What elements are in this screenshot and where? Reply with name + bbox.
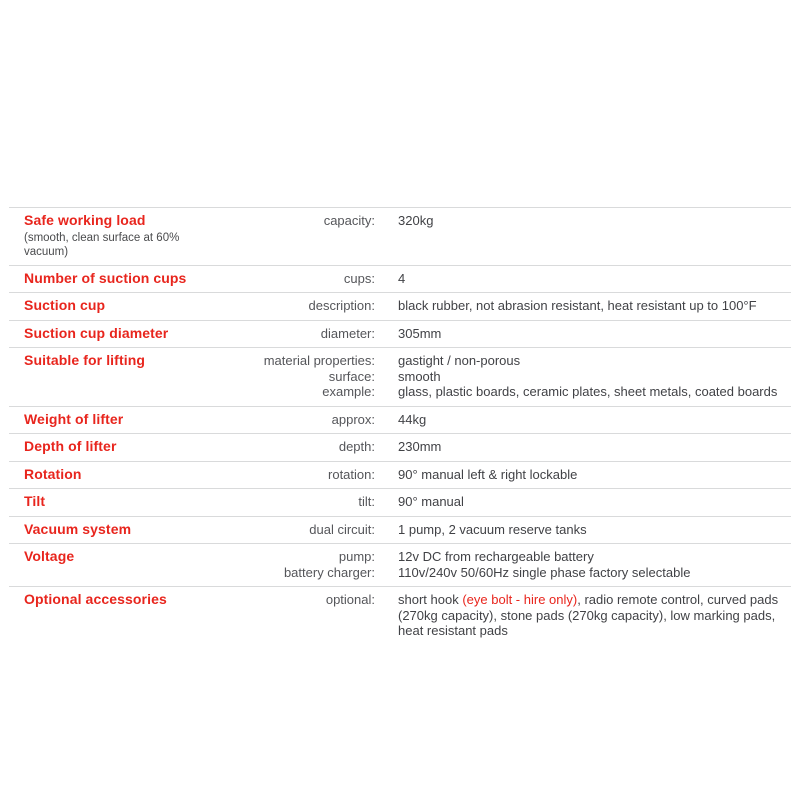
row-value-cell [375,298,791,314]
spec-key: example: [322,384,375,399]
spec-key: pump: [338,549,375,564]
spec-row-number-of-suction-cups [9,265,791,293]
spec-row-vacuum-system [9,516,791,544]
spec-key: material properties: [263,353,375,368]
spec-value: glass, plastic boards, ceramic plates, sheet metals, coated boards [398,384,778,399]
row-key-cell [209,213,375,259]
row-label: Rotation [24,465,82,482]
spec-value: 12v DC from rechargeable battery [398,549,594,564]
spec-value: 44kg [398,411,427,427]
row-key-cell [209,326,375,342]
row-key-cell [209,353,375,400]
row-key-cell [209,522,375,538]
row-value-cell [375,326,791,342]
spec-value-part-highlight: (eye bolt - hire only) [462,592,578,607]
row-label: Suction cup diameter [24,324,169,341]
row-label: Voltage [24,548,75,564]
row-value-cell [375,549,791,580]
spec-value: black rubber, not abrasion resistant, heat resistant up to 100°F [398,298,757,313]
row-value-cell [375,439,791,455]
spec-value-part: , radio remote control, curved pads (270kg capacity), stone pads (270kg capacity), low marking pads, heat resistant pads [398,592,779,638]
spec-key: capacity: [323,213,375,228]
spec-row-suction-cup-diameter [9,320,791,348]
row-value-cell [375,271,791,287]
row-label-cell [9,412,209,428]
row-key-cell [209,467,375,483]
spec-key: depth: [338,439,375,454]
row-label-cell [9,353,209,400]
spec-row-tilt [9,488,791,516]
spec-key: battery charger: [283,564,375,580]
row-key-cell [209,298,375,314]
row-label-cell [9,213,209,259]
spec-key: surface: [328,368,375,384]
spec-value [398,592,791,639]
spec-value: 90° manual [398,494,464,509]
row-label: Tilt [24,493,46,509]
spec-key: tilt: [358,494,375,509]
spec-value: 320kg [398,213,434,228]
spec-key: dual circuit: [309,521,375,537]
row-label-cell [9,439,209,455]
spec-value: 4 [398,270,406,286]
spec-value-part: short hook [398,592,463,607]
spec-row-safe-working-load [9,207,791,265]
spec-value: 230mm [398,439,442,454]
spec-value: 1 pump, 2 vacuum reserve tanks [398,521,587,537]
spec-key: diameter: [320,325,375,341]
spec-value: smooth [398,368,441,384]
row-label-cell [9,326,209,342]
spec-key: description: [308,298,375,313]
spec-key: optional: [325,592,375,607]
spec-row-depth-of-lifter [9,433,791,461]
row-key-cell [209,494,375,510]
row-label: Suction cup [24,297,106,313]
spec-row-optional-accessories [9,586,791,645]
row-key-cell [209,439,375,455]
row-label-cell [9,298,209,314]
spec-key: approx: [331,411,375,427]
spec-key: rotation: [328,466,375,482]
row-label-cell [9,467,209,483]
spec-row-voltage [9,543,791,586]
row-label-cell [9,494,209,510]
row-value-cell [375,494,791,510]
row-value-cell [375,353,791,400]
spec-key: cups: [343,270,375,286]
row-label: Vacuum system [24,520,132,537]
row-key-cell [209,549,375,580]
row-sublabel: (smooth, clean surface at 60% vacuum) [24,231,180,258]
spec-value: 305mm [398,325,442,341]
row-label-cell [9,592,209,639]
row-key-cell [209,271,375,287]
row-key-cell [209,592,375,639]
spec-row-suction-cup [9,292,791,320]
spec-row-rotation [9,461,791,489]
spec-value: 90° manual left & right lockable [398,466,578,482]
spec-row-weight-of-lifter [9,406,791,434]
row-key-cell [209,412,375,428]
row-label: Suitable for lifting [24,352,145,368]
row-value-cell [375,412,791,428]
row-value-cell [375,522,791,538]
spec-row-suitable-for-lifting [9,347,791,406]
row-label: Number of suction cups [24,269,187,286]
specification-table [9,207,791,645]
row-value-cell [375,213,791,259]
row-label-cell [9,549,209,580]
spec-value: 110v/240v 50/60Hz single phase factory selectable [398,564,691,580]
row-label: Safe working load [24,212,146,228]
row-label-cell [9,271,209,287]
row-value-cell [375,592,791,639]
row-label: Weight of lifter [24,410,124,427]
spec-value: gastight / non-porous [398,353,521,368]
row-value-cell [375,467,791,483]
row-label-cell [9,522,209,538]
row-label: Depth of lifter [24,438,117,454]
row-label: Optional accessories [24,591,167,607]
